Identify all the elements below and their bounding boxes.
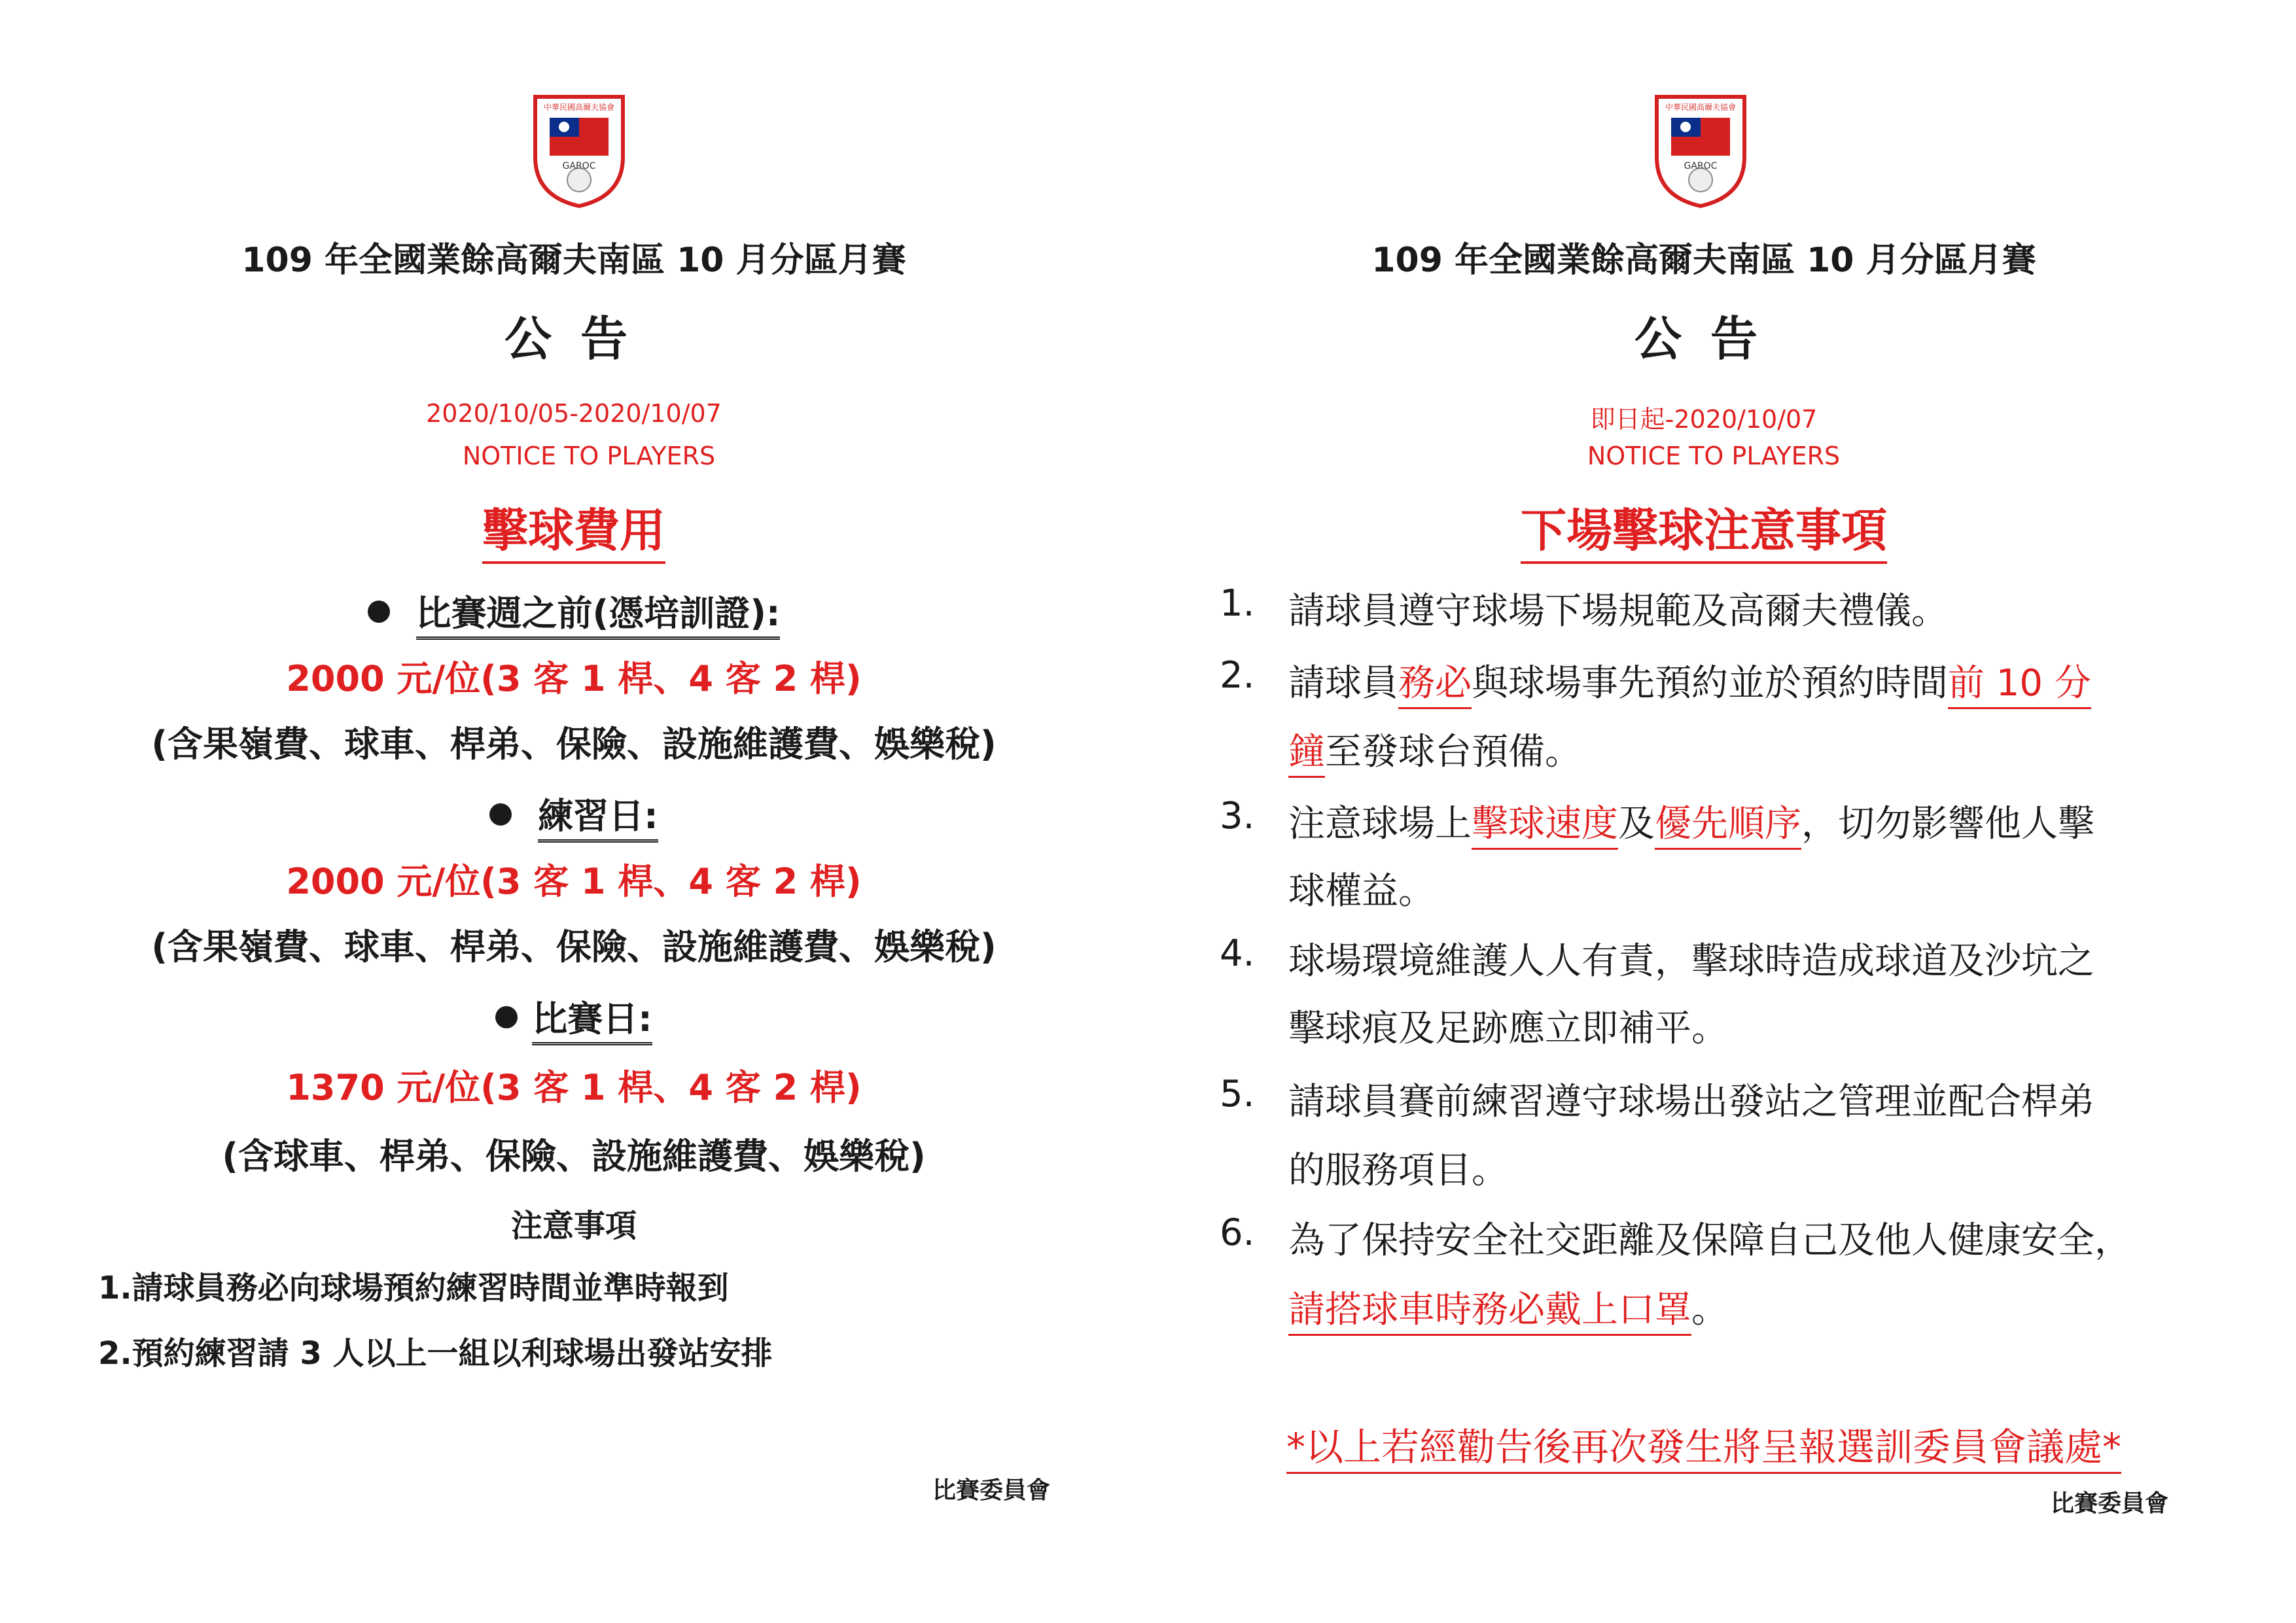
section-title xyxy=(1148,494,2260,560)
rule-text-part: 與球場事先預約並於預約時間 xyxy=(1472,662,1948,705)
bullet-icon xyxy=(495,1006,518,1028)
note-item: 2.預約練習請 3 人以上一組以利球場出發站安排 xyxy=(98,1335,773,1372)
notice-subtitle: NOTICE TO PLAYERS xyxy=(1587,442,1841,470)
rule-number: 3. xyxy=(1220,795,1255,837)
svg-text:GAROC: GAROC xyxy=(562,161,596,171)
garoc-emblem-icon xyxy=(530,92,628,209)
rule-text: 的服務項目。 xyxy=(1288,1149,1508,1192)
right-notice xyxy=(1148,0,2296,1623)
svg-text:中華民國高爾夫協會: 中華民國高爾夫協會 xyxy=(1665,103,1737,112)
garoc-emblem-icon xyxy=(1651,92,1750,209)
rule-text-part: 。 xyxy=(1691,1289,1728,1331)
rule-number: 2. xyxy=(1220,654,1255,697)
rule-text: 為了保持安全社交距離及保障自己及他人健康安全， xyxy=(1288,1219,2131,1262)
page-title: 109 年全國業餘高爾夫南區 10 月分區月賽 xyxy=(241,241,906,280)
rule-text-part: 至發球台預備。 xyxy=(1325,731,1581,773)
fee-price: 1370 元/位(3 客 1 桿、4 客 2 桿) xyxy=(286,1067,862,1108)
rule-highlight: 請搭球車時務必戴上口罩 xyxy=(1288,1289,1691,1336)
page-title: 109 年全國業餘高爾夫南區 10 月分區月賽 xyxy=(1371,241,2036,280)
rule-highlight: 優先順序 xyxy=(1655,803,1801,850)
rule-number: 6. xyxy=(1220,1212,1255,1254)
fee-heading-text: 比賽日: xyxy=(532,998,652,1045)
fee-includes: (含果嶺費、球車、桿弟、保險、設施維護費、娛樂稅) xyxy=(151,724,997,765)
notice-heading: 公告 xyxy=(504,311,656,366)
fee-includes: (含球車、桿弟、保險、設施維護費、娛樂稅) xyxy=(222,1136,926,1177)
bullet-icon xyxy=(368,601,390,623)
svg-text:GAROC: GAROC xyxy=(1684,161,1718,171)
rule-highlight: 擊球速度 xyxy=(1472,803,1618,850)
rule-number: 4. xyxy=(1220,932,1255,975)
warning-text: *以上若經勸告後再次發生將呈報選訓委員會議處* xyxy=(1286,1425,2121,1474)
fee-includes: (含果嶺費、球車、桿弟、保險、設施維護費、娛樂稅) xyxy=(151,926,997,968)
note-item: 1.請球員務必向球場預約練習時間並準時報到 xyxy=(98,1270,729,1306)
svg-text:中華民國高爾夫協會: 中華民國高爾夫協會 xyxy=(543,103,615,112)
rule-text: 球權益。 xyxy=(1288,870,1435,913)
rule-text xyxy=(1288,723,1581,775)
rule-text: 請球員賽前練習遵守球場出發站之管理並配合桿弟 xyxy=(1288,1081,2094,1123)
fee-price: 2000 元/位(3 客 1 桿、4 客 2 桿) xyxy=(286,658,862,699)
rule-text-part: ，切勿影響他人擊 xyxy=(1801,803,2094,845)
rule-text-part: 及 xyxy=(1618,803,1655,845)
bullet-icon xyxy=(489,803,512,826)
date-range: 即日起-2020/10/07 xyxy=(1590,405,1818,434)
rule-text xyxy=(1288,795,2094,847)
signature: 比賽委員會 xyxy=(2051,1490,2169,1517)
rule-text: 擊球痕及足跡應立即補平。 xyxy=(1288,1007,1728,1050)
section-title xyxy=(0,494,1148,560)
fee-item-heading xyxy=(0,991,1148,1041)
warning-note xyxy=(1148,1416,2260,1471)
notice-subtitle: NOTICE TO PLAYERS xyxy=(462,442,716,470)
rule-text xyxy=(1288,654,2091,707)
section-title-text: 擊球費用 xyxy=(482,504,665,564)
rule-text xyxy=(1288,1281,1728,1333)
fee-price: 2000 元/位(3 客 1 桿、4 客 2 桿) xyxy=(286,861,862,902)
rule-text-part: 請球員 xyxy=(1288,662,1398,705)
rule-number: 5. xyxy=(1220,1073,1255,1115)
section-title-text: 下場擊球注意事項 xyxy=(1521,504,1887,564)
date-range: 2020/10/05-2020/10/07 xyxy=(426,399,722,428)
notice-heading: 公告 xyxy=(1634,311,1786,366)
rule-number: 1. xyxy=(1220,582,1255,625)
rule-text: 球場環境維護人人有責，擊球時造成球道及沙坑之 xyxy=(1288,940,2094,983)
rule-highlight: 鐘 xyxy=(1288,731,1325,778)
rule-text-part: 注意球場上 xyxy=(1288,803,1472,845)
rule-highlight: 務必 xyxy=(1398,662,1472,709)
fee-heading-text: 比賽週之前(憑培訓證): xyxy=(416,593,781,640)
notes-title: 注意事項 xyxy=(510,1208,637,1244)
fee-heading-text: 練習日: xyxy=(538,795,658,843)
signature: 比賽委員會 xyxy=(932,1477,1051,1504)
fee-item-heading xyxy=(0,585,1148,636)
fee-item-heading xyxy=(0,788,1148,839)
rule-text: 請球員遵守球場下場規範及高爾夫禮儀。 xyxy=(1288,590,1948,633)
rule-highlight: 前 10 分 xyxy=(1948,662,2091,709)
